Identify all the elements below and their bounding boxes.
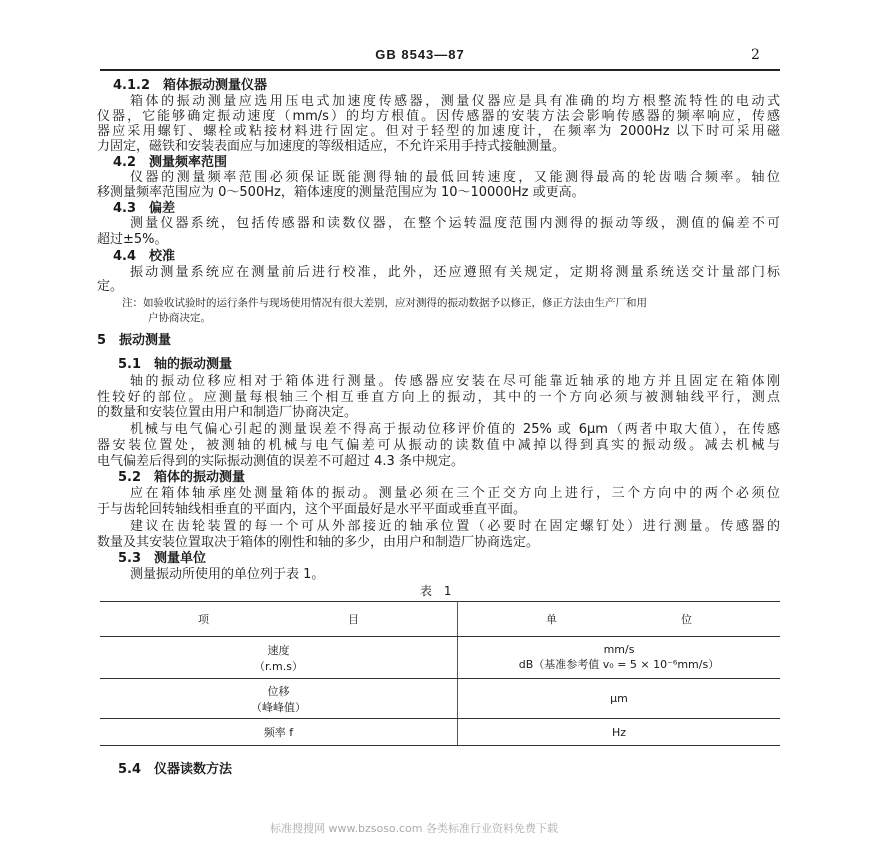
page-number: 2 bbox=[751, 47, 760, 63]
header-char: 位 bbox=[681, 613, 692, 626]
item-note: （r.m.s） bbox=[254, 659, 303, 673]
section-heading: 4.4 校准 bbox=[113, 249, 176, 264]
paragraph-line: 机械与电气偏心引起的测量误差不得高于振动位移评价值的 25% 或 6μm（两者中取大值），在传感 bbox=[130, 422, 780, 437]
unit-cell bbox=[458, 719, 781, 746]
section-heading: 5.3 测量单位 bbox=[118, 551, 207, 566]
standard-number: GB 8543—87 bbox=[375, 47, 465, 62]
paragraph-line: 测量仪器系统，包括传感器和读数仪器，在整个运转温度范围内测得的振动等级，测值的偏差不可 bbox=[130, 216, 780, 231]
paragraph-line: 振动测量系统应在测量前后进行校准，此外，还应遵照有关规定，定期将测量系统送交计量部门标 bbox=[130, 265, 780, 280]
paragraph-line: 移测量频率范围应为 0～500Hz，箱体速度的测量范围应为 10～10000Hz 或更高。 bbox=[97, 185, 585, 200]
paragraph-line: 箱体的振动测量应选用压电式加速度传感器，测量仪器应是具有准确的均方根整流特性的电动式 bbox=[130, 94, 780, 109]
section-heading: 4.1.2 箱体振动测量仪器 bbox=[113, 78, 268, 93]
item-name: 速度 bbox=[267, 643, 290, 657]
paragraph-line: 器安装位置处，被测轴的机械与电气偏差可从振动的读数值中减掉以得到真实的振动级。减去机械与 bbox=[97, 438, 780, 453]
paragraph-line: 器应采用螺钉、螺栓或粘接材料进行固定。但对于轻型的加速度计，在频率为 2000Hz 以下时可采用磁 bbox=[97, 124, 780, 139]
header-char: 项 bbox=[198, 613, 209, 626]
paragraph-line: 应在箱体轴承座处测量箱体的振动。测量必须在三个正交方向上进行，三个方向中的两个必须位 bbox=[130, 486, 780, 501]
header-rule bbox=[100, 69, 780, 71]
paragraph-line: 超过±5%。 bbox=[97, 232, 168, 247]
unit-value: mm/s bbox=[603, 643, 635, 656]
note-line: 户协商决定。 bbox=[148, 312, 211, 324]
table-row bbox=[100, 637, 780, 679]
header-char: 目 bbox=[348, 613, 359, 626]
section-heading: 5.1 轴的振动测量 bbox=[118, 357, 233, 372]
header-item bbox=[100, 602, 458, 637]
item-cell bbox=[100, 719, 458, 746]
units-table bbox=[100, 601, 780, 746]
item-note: （峰峰值） bbox=[251, 700, 306, 714]
note-line: 注：如验收试验时的运行条件与现场使用情况有很大差别，应对测得的振动数据予以修正，修正方法由生产厂和用 bbox=[122, 297, 647, 309]
item-name: 频率 f bbox=[263, 726, 294, 739]
watermark: 标准搜搜网 www.bzsoso.com 各类标准行业资料免费下载 bbox=[270, 822, 558, 835]
section-heading: 5.4 仪器读数方法 bbox=[118, 762, 233, 777]
header-char: 单 bbox=[546, 613, 557, 626]
section-heading: 5.2 箱体的振动测量 bbox=[118, 470, 246, 485]
paragraph-line: 电气偏差后得到的实际振动测值的误差不可超过 4.3 条中规定。 bbox=[97, 454, 464, 469]
table-row bbox=[100, 719, 780, 746]
section-heading: 4.3 偏差 bbox=[113, 201, 176, 216]
item-cell bbox=[100, 679, 458, 719]
paragraph-line: 于与齿轮回转轴线相垂直的平面内，这个平面最好是水平平面或垂直平面。 bbox=[97, 502, 527, 517]
item-name: 位移 bbox=[267, 684, 290, 698]
paragraph-line: 仪器的测量频率范围必须保证既能测得轴的最低回转速度，又能测得最高的轮齿啮合频率。轴位 bbox=[130, 170, 780, 185]
paragraph-line: 的数量和安装位置由用户和制造厂协商决定。 bbox=[97, 405, 358, 420]
unit-note: dB（基准参考值 v₀ = 5 × 10⁻⁶mm/s） bbox=[518, 658, 720, 671]
paragraph-line: 数量及其安装位置取决于箱体的刚性和轴的多少，由用户和制造厂协商选定。 bbox=[97, 535, 540, 550]
unit-value: μm bbox=[610, 692, 628, 705]
item-cell bbox=[100, 637, 458, 679]
paragraph-line: 力固定，磁铁和安装表面应与加速度的等级相适应，不允许采用手持式接触测量。 bbox=[97, 139, 566, 154]
header-unit bbox=[458, 602, 781, 637]
section-heading: 5 振动测量 bbox=[97, 333, 172, 348]
table-header-row bbox=[100, 602, 780, 637]
paragraph-line: 测量振动所使用的单位列于表 1。 bbox=[130, 567, 325, 582]
unit-value: Hz bbox=[611, 725, 627, 739]
unit-cell bbox=[458, 679, 781, 719]
unit-cell bbox=[458, 637, 781, 679]
paragraph-line: 轴的振动位移应相对于箱体进行测量。传感器应安装在尽可能靠近轴承的地方并且固定在箱体刚 bbox=[130, 374, 780, 389]
paragraph-line: 仪器，它能够确定振动速度（mm/s）的均方根值。因传感器的安装方法会影响传感器的频率响应，传感 bbox=[97, 109, 780, 124]
section-heading: 4.2 测量频率范围 bbox=[113, 155, 228, 170]
paragraph-line: 性较好的部位。应测量每根轴三个相互垂直方向上的振动，其中的一个方向必须与被测轴线平行，测点 bbox=[97, 390, 780, 405]
table-caption: 表 1 bbox=[420, 584, 456, 598]
table-row bbox=[100, 679, 780, 719]
paragraph-line: 定。 bbox=[97, 279, 124, 294]
paragraph-line: 建议在齿轮装置的每一个可从外部接近的轴承位置（必要时在固定螺钉处）进行测量。传感器的 bbox=[130, 519, 780, 534]
